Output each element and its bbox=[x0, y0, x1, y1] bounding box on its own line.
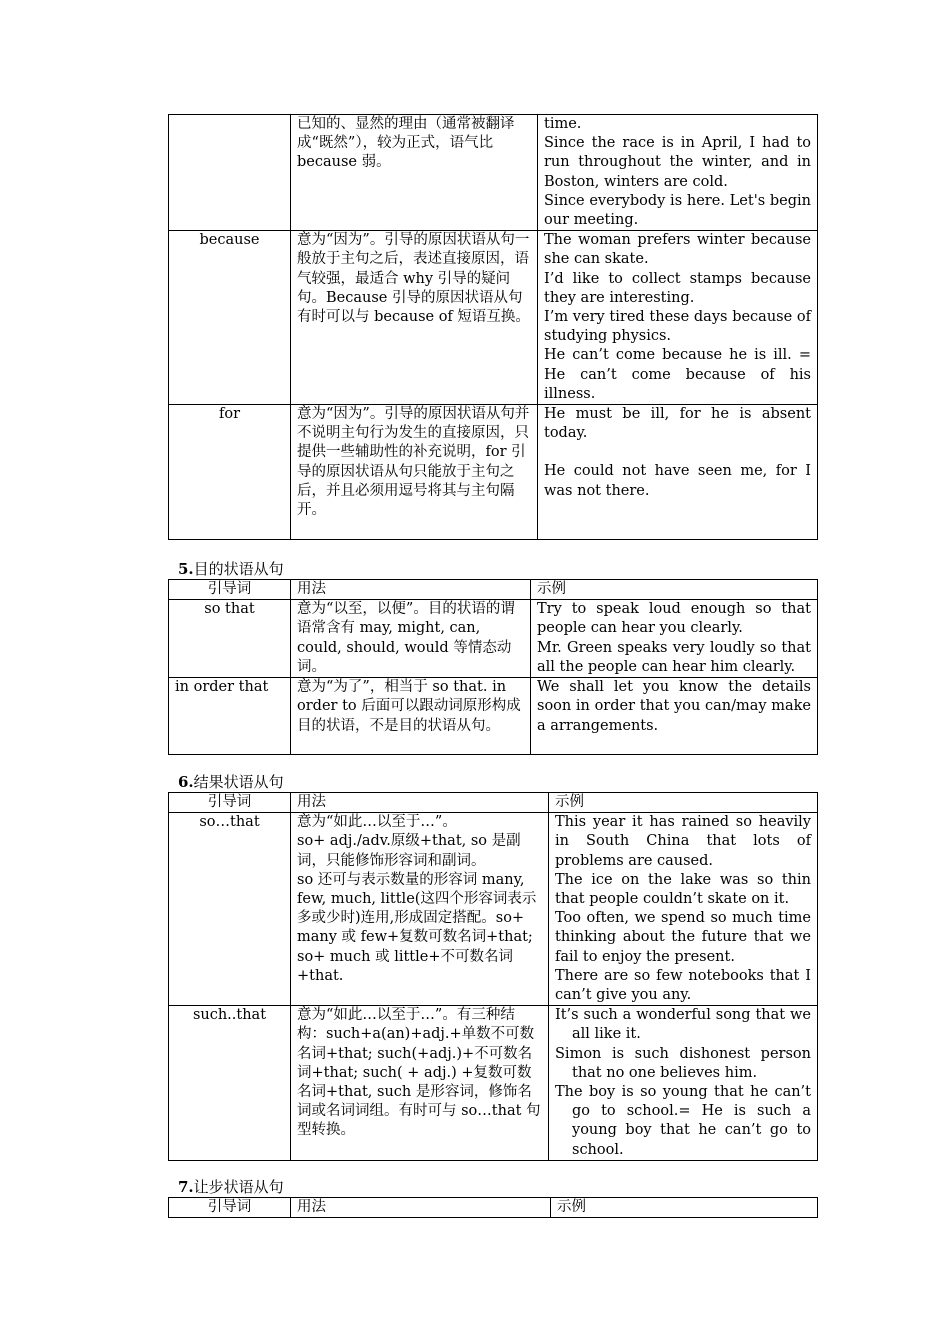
table-row bbox=[169, 678, 818, 755]
usage-cell bbox=[291, 813, 549, 1006]
table-header-row bbox=[169, 580, 818, 600]
keyword-cell: so…that bbox=[169, 813, 291, 1006]
column-header: 示例 bbox=[549, 793, 818, 813]
example-text: The woman prefers winter because she can skate. bbox=[544, 232, 811, 268]
example-text: He must be ill, for he is absent today. bbox=[544, 406, 811, 442]
section-title: 5.目的状语从句 bbox=[178, 560, 284, 578]
example-text: There are so few notebooks that I can’t give you any. bbox=[555, 967, 811, 1004]
column-header: 用法 bbox=[291, 1198, 551, 1218]
keyword-cell bbox=[169, 115, 291, 231]
example-text: Since everybody is here. Let's begin our meeting. bbox=[544, 192, 811, 229]
example-text: He can’t come because he is ill. = He can’t come because of his illness. bbox=[544, 347, 811, 402]
example-text: Since the race is in April, I had to run throughout the winter, and in Boston, winters are cold. bbox=[544, 135, 811, 190]
example-cell bbox=[538, 405, 818, 540]
table-row bbox=[169, 1006, 818, 1161]
result-clause-section bbox=[168, 773, 817, 1161]
usage-text: so 还可与表示数量的形容词 many, few, much, little(这四个形容词表示多或少时)连用,形成固定搭配。so+ many 或 few+复数可数名词+that; so+ much 或 little+不可数名词+that. bbox=[297, 871, 537, 984]
example-cell bbox=[549, 813, 818, 1006]
column-header: 引导词 bbox=[169, 1198, 291, 1218]
reason-clause-table-continued bbox=[168, 114, 817, 540]
result-table bbox=[168, 792, 818, 1161]
example-text: Simon is such dishonest person that no one believes him. bbox=[555, 1045, 811, 1081]
example-text: I’m very tired these days because of studying physics. bbox=[544, 309, 811, 345]
concession-clause-section bbox=[168, 1178, 817, 1218]
example-text: He could not have seen me, for I was not there. bbox=[544, 463, 811, 499]
example-text: We shall let you know the details soon in order that you can/may make a arrangements. bbox=[537, 679, 811, 734]
keyword-cell: because bbox=[169, 231, 291, 405]
usage-cell: 意为“为了”，相当于 so that. in order to 后面可以跟动词原形构成目的状语，不是目的状语从句。 bbox=[291, 678, 531, 755]
blank-line bbox=[544, 443, 811, 462]
example-cell bbox=[549, 1006, 818, 1161]
concession-table bbox=[168, 1197, 818, 1218]
usage-text: 意为“如此…以至于…”。有三种结构：such+a(an)+adj.+单数不可数名词+that; such(+adj.)+不可数名词+that; such( + adj.) +复数可数名词+that, such 是形容词，修饰名词或名词词组。有时可与 so…that 句型转换。 bbox=[297, 1007, 541, 1139]
example-cell bbox=[538, 231, 818, 405]
table-row bbox=[169, 115, 818, 231]
example-text: time. bbox=[544, 116, 582, 132]
table-row bbox=[169, 600, 818, 678]
usage-cell: 意为“因为”。引导的原因状语从句一般放于主句之后，表述直接原因，语气较强，最适合 why 引导的疑问句。Because 引导的原因状语从句有时可以与 because of 短语互换。 bbox=[291, 231, 538, 405]
section-title: 7.让步状语从句 bbox=[178, 1178, 284, 1196]
keyword-cell: in order that bbox=[169, 678, 291, 755]
purpose-clause-section bbox=[168, 560, 817, 755]
keyword-cell: for bbox=[169, 405, 291, 540]
example-text: The boy is so young that he can’t go to school.= He is such a young boy that he can’t go to school. bbox=[555, 1084, 811, 1158]
example-cell bbox=[531, 678, 818, 755]
table-header-row bbox=[169, 1198, 818, 1218]
usage-cell: 意为“以至，以便”。目的状语的谓语常含有 may, might, can, could, should, would 等情态动词。 bbox=[291, 600, 531, 678]
table-row bbox=[169, 405, 818, 540]
example-cell bbox=[538, 115, 818, 231]
column-header: 用法 bbox=[291, 580, 531, 600]
usage-text: so+ adj./adv.原级+that, so 是副词，只能修饰形容词和副词。 bbox=[297, 833, 521, 869]
example-text: I’d like to collect stamps because they are interesting. bbox=[544, 270, 811, 306]
keyword-cell: so that bbox=[169, 600, 291, 678]
usage-text: 意为“如此…以至于…”。 bbox=[297, 814, 457, 831]
example-text: Try to speak loud enough so that people can hear you clearly. bbox=[537, 601, 811, 637]
usage-cell: 意为“因为”。引导的原因状语从句并不说明主句行为发生的直接原因，只提供一些辅助性的补充说明，for 引导的原因状语从句只能放于主句之后，并且必须用逗号将其与主句隔开。 bbox=[291, 405, 538, 540]
column-header: 引导词 bbox=[169, 580, 291, 600]
table-row bbox=[169, 813, 818, 1006]
usage-cell: 已知的、显然的理由（通常被翻译成“既然”），较为正式，语气比 because 弱。 bbox=[291, 115, 538, 231]
example-text: Too often, we spend so much time thinking about the future that we fail to enjoy the present. bbox=[555, 910, 811, 965]
example-text: This year it has rained so heavily in South China that lots of problems are caused. bbox=[555, 814, 811, 869]
column-header: 示例 bbox=[531, 580, 818, 600]
keyword-cell: such..that bbox=[169, 1006, 291, 1161]
column-header: 引导词 bbox=[169, 793, 291, 813]
purpose-table bbox=[168, 579, 818, 755]
usage-cell bbox=[291, 1006, 549, 1161]
table-header-row bbox=[169, 793, 818, 813]
reason-table bbox=[168, 114, 818, 540]
section-title: 6.结果状语从句 bbox=[178, 773, 284, 791]
column-header: 用法 bbox=[291, 793, 549, 813]
column-header: 示例 bbox=[551, 1198, 818, 1218]
example-cell bbox=[531, 600, 818, 678]
example-text: It’s such a wonderful song that we all like it. bbox=[555, 1007, 811, 1043]
example-text: Mr. Green speaks very loudly so that all the people can hear him clearly. bbox=[537, 639, 811, 675]
table-row bbox=[169, 231, 818, 405]
example-text: The ice on the lake was so thin that people couldn’t skate on it. bbox=[555, 871, 811, 908]
